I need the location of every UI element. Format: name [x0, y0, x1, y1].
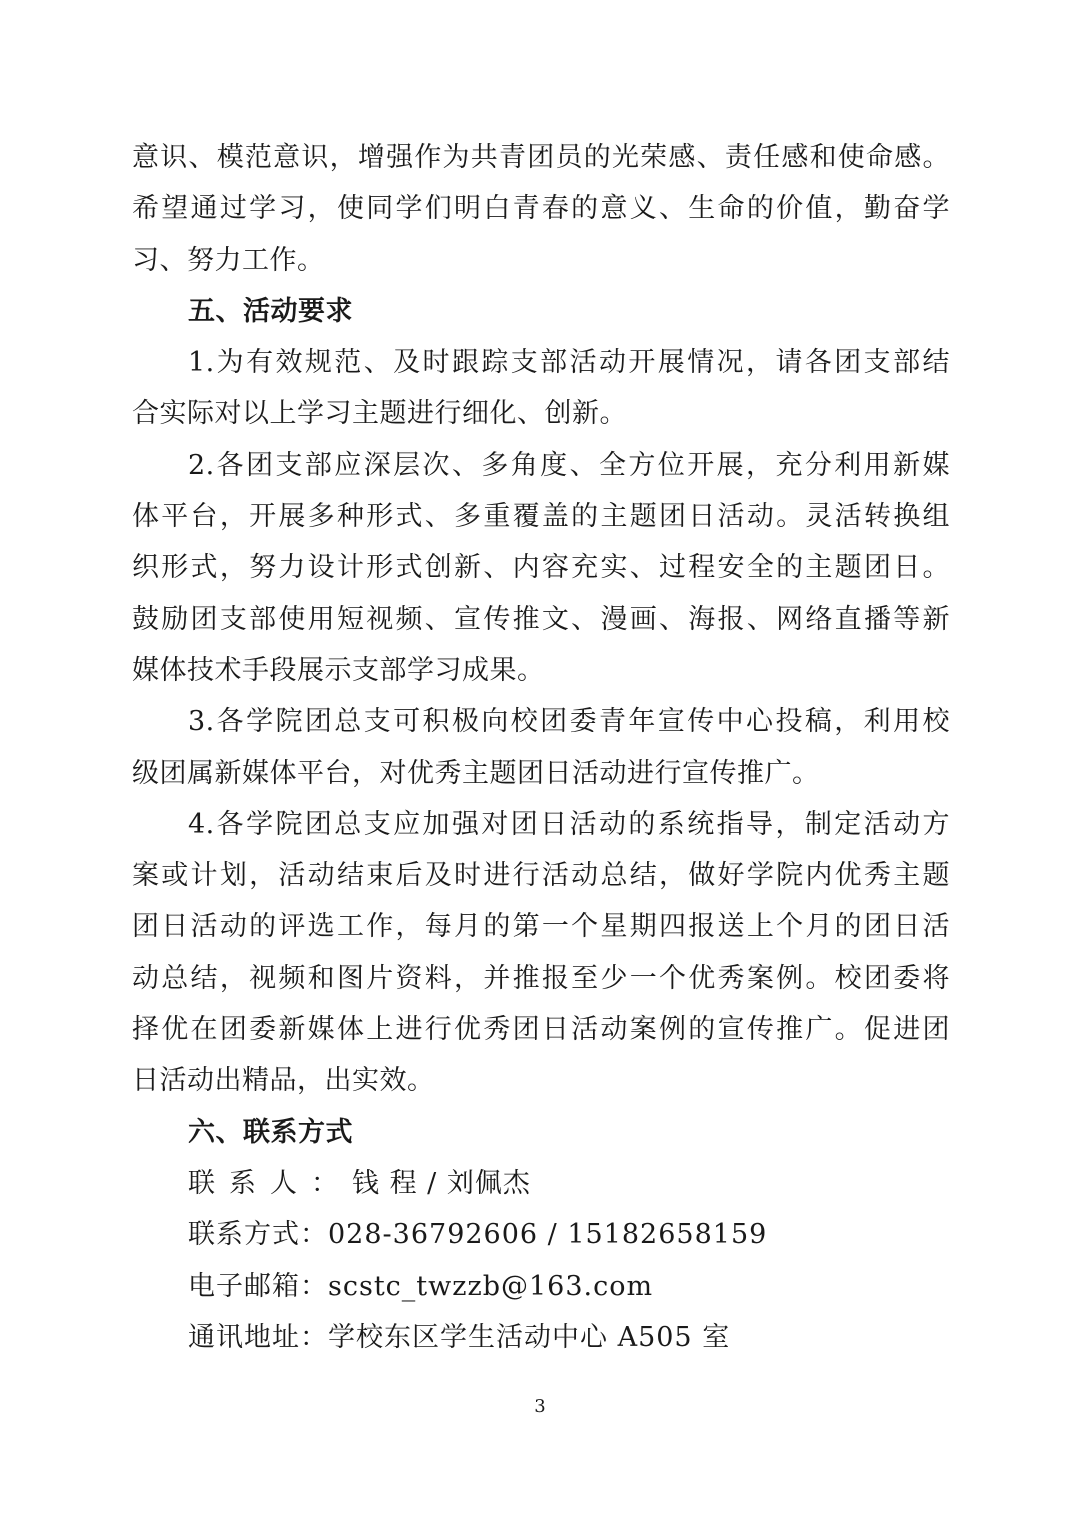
contact-block	[132, 1158, 950, 1363]
text-line: 日活动出精品，出实效。	[132, 1065, 435, 1097]
text-line: 织形式，努力设计形式创新、内容充实、过程安全的主题团日。	[132, 552, 950, 584]
section-heading-contact: 六、联系方式	[188, 1116, 353, 1148]
text-line: 案或计划，活动结束后及时进行活动总结，做好学院内优秀主题	[132, 860, 950, 892]
page-number: 3	[534, 1396, 546, 1417]
contact-phone-row	[132, 1209, 950, 1260]
text-line: 2.各团支部应深层次、多角度、全方位开展，充分利用新媒	[188, 449, 950, 481]
text-line: 媒体技术手段展示支部学习成果。	[132, 654, 545, 686]
text-line: 合实际对以上学习主题进行细化、创新。	[132, 398, 627, 430]
text-line: 意识、模范意识，增强作为共青团员的光荣感、责任感和使命感。	[132, 142, 950, 173]
text-line: 4.各学院团总支应加强对团日活动的系统指导，制定活动方	[188, 808, 950, 840]
contact-person-label: 联系人：	[188, 1167, 352, 1199]
text-line: 择优在团委新媒体上进行优秀团日活动案例的宣传推广。促进团	[132, 1014, 950, 1046]
contact-person-row	[132, 1158, 950, 1209]
contact-address-value: 学校东区学生活动中心 A505 室	[328, 1321, 731, 1353]
requirement-item-2	[132, 440, 950, 696]
document-page	[132, 132, 950, 1363]
text-line: 动总结，视频和图片资料，并推报至少一个优秀案例。校团委将	[132, 962, 950, 994]
text-line: 级团属新媒体平台，对优秀主题团日活动进行宣传推广。	[132, 757, 820, 789]
contact-phone-value: 028-36792606 / 15182658159	[328, 1219, 768, 1251]
contact-phone-label: 联系方式：	[188, 1219, 328, 1251]
text-line: 习、努力工作。	[132, 244, 325, 276]
text-line: 1.为有效规范、及时跟踪支部活动开展情况，请各团支部结	[188, 347, 950, 379]
paragraph-intro	[132, 132, 950, 286]
requirement-item-1	[132, 337, 950, 440]
text-line: 体平台，开展多种形式、多重覆盖的主题团日活动。灵活转换组	[132, 501, 950, 533]
text-line: 鼓励团支部使用短视频、宣传推文、漫画、海报、网络直播等新	[132, 603, 950, 635]
contact-email-row	[132, 1261, 950, 1312]
section-heading-activity-requirements: 五、活动要求	[188, 295, 353, 327]
contact-address-label: 通讯地址：	[188, 1321, 328, 1353]
contact-address-row	[132, 1312, 950, 1363]
contact-person-value: 钱 程 / 刘佩杰	[352, 1167, 531, 1199]
text-line: 希望通过学习，使同学们明白青春的意义、生命的价值，勤奋学	[132, 193, 950, 225]
text-line: 团日活动的评选工作，每月的第一个星期四报送上个月的团日活	[132, 911, 950, 943]
contact-email-value[interactable]: scstc_twzzb@163.com	[328, 1270, 654, 1302]
requirement-item-3	[132, 696, 950, 799]
contact-email-label: 电子邮箱：	[188, 1270, 328, 1302]
requirement-item-4	[132, 799, 950, 1107]
text-line: 3.各学院团总支可积极向校团委青年宣传中心投稿，利用校	[188, 706, 950, 738]
